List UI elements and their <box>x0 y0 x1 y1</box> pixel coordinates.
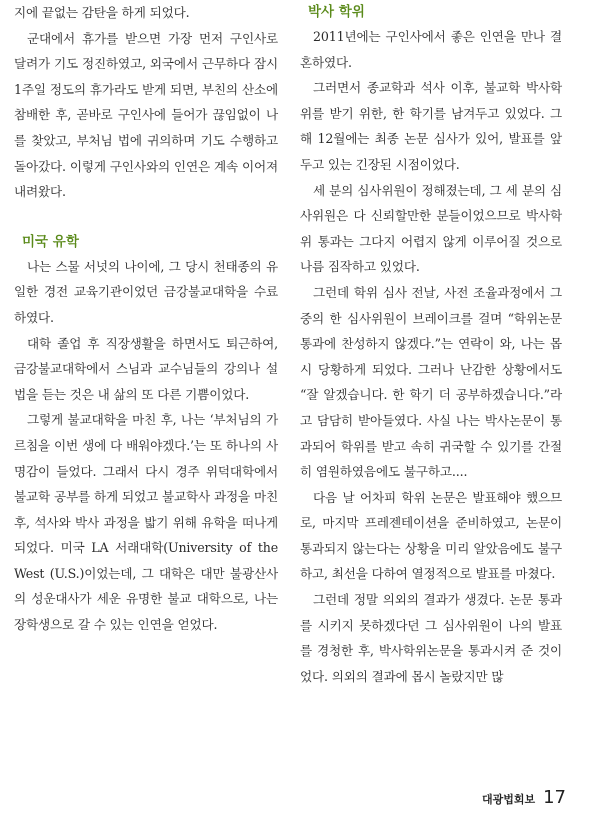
paragraph-military-leave: 군대에서 휴가를 받으면 가장 먼저 구인사로 달려가 기도 정진하였고, 외국에서 근무하다 잠시 1주일 정도의 휴가라도 받게 되면, 부친의 산소에 참배한 후, 곧바로 구인사에 들어가 끊임없이 나를 찾았고, 부처님 법에 귀의하며 기도 수행하고 돌아갔다. 이렇게 구인사와의 인연은 계속 이어져 내려왔다. <box>14 30 278 200</box>
paragraph-continued: 지에 끝없는 감탄을 하게 되었다. <box>14 5 190 20</box>
paragraph-examiners: 세 분의 심사위원이 정해졌는데, 그 세 분의 심사위원은 다 신뢰할만한 분들이었으므로 박사학위 통과는 그다지 어렵지 않게 이루어질 것으로 나름 짐작하고 있었다. <box>300 182 562 275</box>
paragraph-examiner-brake: 그런데 학위 심사 전날, 사전 조율과정에서 그중의 한 심사위원이 브레이크를 걸며 “학위논문 통과에 찬성하지 않겠다.”는 연락이 와, 나는 몹시 당황하게 되었다. 그러나 난감한 상황에서도 “잘 알겠습니다. 한 학기 더 공부하겠습니다.”라고 담담히 받아들였다. 사실 나는 박사논문이 통과되어 학위를 받고 속히 귀국할 수 있기를 간절히 염원하였음에도 불구하고.... <box>300 284 562 480</box>
publication-name: 대광법회보 <box>481 793 536 806</box>
page-footer <box>482 787 566 808</box>
section-gap <box>14 205 278 230</box>
section-heading-doctorate: 박사 학위 <box>308 4 365 20</box>
paragraph-university-of-the-west: 그렇게 불교대학을 마친 후, 나는 ‘부처님의 가르침을 이번 생에 다 배워야겠다.’는 또 하나의 사명감이 들었다. 그래서 다시 경주 위덕대학에서 불교학 공부를 하게 되었고 불교학사 과정을 마친 후, 석사와 박사 과정을 밟기 위해 유학을 떠나게 되었다. 미국 LA 서래대학(University of the West (U.S.)이었는데, 그 대학은 대만 불광산사의 성운대사가 세운 유명한 불교 대학으로, 나는 장학생으로 갈 수 있는 인연을 얻었다. <box>14 412 278 633</box>
paragraph-presentation: 다음 날 어차피 학위 논문은 발표해야 했으므로, 마지막 프레젠테이션을 준비하였고, 논문이 통과되지 않는다는 상황을 미리 알았음에도 불구하고, 최선을 다하여 열정적으로 발표를 마쳤다. <box>300 489 562 582</box>
section-heading-study-abroad: 미국 유학 <box>22 233 79 250</box>
right-column <box>300 0 562 689</box>
paragraph-buddhist-college: 나는 스물 서넛의 나이에, 그 당시 천태종의 유일한 경전 교육기관이었던 금강불교대학을 수료하였다. <box>14 258 278 325</box>
paragraph-final-semester: 그러면서 종교학과 석사 이후, 불교학 박사학위를 받기 위한, 한 학기를 남겨두고 있었다. 그해 12월에는 최종 논문 심사가 있어, 발표를 앞두고 있는 긴장된 시점이었다. <box>300 80 562 172</box>
page-number: 17 <box>543 787 566 808</box>
paragraph-marriage: 2011년에는 구인사에서 좋은 인연을 만나 결혼하였다. <box>300 29 562 70</box>
left-column <box>14 0 278 638</box>
paragraph-after-graduation: 대학 졸업 후 직장생활을 하면서도 퇴근하여, 금강불교대학에서 스님과 교수님들의 강의나 설법을 듣는 것은 내 삶의 또 다른 기쁨이었다. <box>14 335 278 402</box>
paragraph-unexpected-result: 그런데 정말 의외의 결과가 생겼다. 논문 통과를 시키지 못하겠다던 그 심사위원이 나의 발표를 경청한 후, 박사학위논문을 통과시켜 준 것이었다. 의외의 결과에 몹시 놀랐지만 많 <box>300 592 562 684</box>
